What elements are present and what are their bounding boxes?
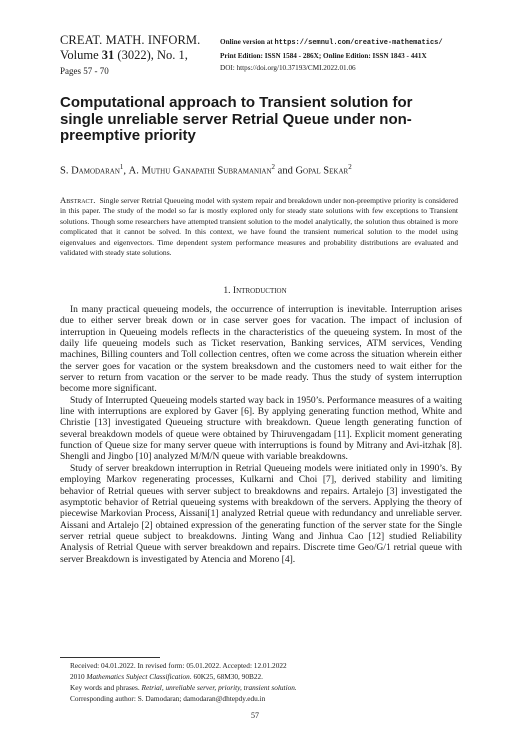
online-url-link[interactable]: https://semnul.com/creative-mathematics/ [274, 39, 443, 47]
page-number: 57 [251, 711, 259, 720]
journal-header [60, 33, 210, 78]
online-version: Online version at https://semnul.com/creative-mathematics/ [220, 38, 443, 47]
journal-pages: Pages 57 - 70 [60, 66, 109, 76]
publication-info [220, 36, 480, 75]
received-dates: Received: 04.01.2022. In revised form: 05.01.2022. Accepted: 12.01.2022 [70, 661, 287, 670]
paper-title: Computational approach to Transient solution for single unreliable server Retrial Queue under non-preemptive priority [60, 94, 413, 144]
footnote-rule [60, 657, 160, 658]
paragraph-3: Study of server breakdown interruption in Retrial Queueing models were initiated only in 1990’s. By employing Markov regenerating processes, Kulkarni and Choi [7], derived stability and limiting behavior of Retrial queues with server subject to breakdowns and repairs. Artalejo [3] investigated the asymptotic behavior of Retrial queueing systems with breakdown of the servers. Applying the theory of piecewise Markovian Process, Aissani[1] analyzed Retrial queue with redundancy and unreliable server. Aissani and Artalejo [2] obtained expression of the generating function of the server state for the Single server retrial queue subject to breakdowns. Jinting Wang and Jinhua Cao [12] studied Reliability Analysis of Retrial Queue with server breakdown and repairs. Discrete time Geo/G/1 retrial queue with server Breakdown is investigated by Atencia and Moreno [4]. [60, 462, 462, 565]
paragraph-1: In many practical queueing models, the occurrence of interruption is inevitable. Interruption arises due to either server break down or in case server goes for vacation. The impact of inclusion of interruption in Queueing models reflects in the characteristics of the queueing system. In most of the daily life queueing models such as Ticket reservation, Banking services, ATM services, Vending machines, Billing counters and Toll collection centres, often we come across the situation wherein either the server goes for vacation or the system breaksdown and the customers need to wait either for the server to return from vacation or the server to be made ready. Thus the study of system interruption become more significant. [60, 304, 462, 395]
doi-link[interactable]: DOI: https://doi.org/10.37193/CMI.2022.01.06 [220, 64, 356, 72]
section-heading: 1. Introduction [223, 285, 287, 296]
journal-name: CREAT. MATH. INFORM. [60, 33, 201, 47]
abstract [60, 195, 458, 258]
corresponding-author: Corresponding author: S. Damodaran; damodaran@dhtepdy.edu.in [70, 694, 266, 703]
author-1: S. Damodaran [60, 165, 120, 177]
author-2: A. Muthu Ganapathi Subramanian [128, 165, 272, 177]
abstract-text: Single server Retrial Queueing model with system repair and breakdown under non-preemptive priority is considered in this paper. The study of the model so far is mostly explored only for steady state solutions with few exceptions to Transient solutions. Though some researchers have attempted transient solution to the model analytically, the solution thus obtained is more complicated that it cannot be solved. In this context, we have found the transient numerical solution to the model using eigenvalues and eigenvectors. Time dependent system performance measures and probability distributions are evaluated and validated with steady state solutions. [60, 196, 459, 258]
msc-classification: 2010 Mathematics Subject Classification. 60K25, 68M30, 90B22. [70, 672, 263, 681]
author-3: Gopal Sekar [295, 165, 349, 177]
journal-volume: Volume 31 (3022), No. 1, [60, 48, 188, 62]
issn-line: Print Edition: ISSN 1584 - 286X; Online Edition: ISSN 1843 - 441X [220, 51, 427, 60]
keywords: Key words and phrases. Retrial, unreliable server, priority, transient solution. [70, 683, 297, 692]
body-text [60, 304, 462, 565]
paragraph-2: Study of Interrupted Queueing models started way back in 1950’s. Performance measures of a waiting line with interruptions are explored by Gaver [6]. By applying generating function method, White and Christie [13] investigated Queueing structure with breakdown. Queue length generating function of several breakdown models of queue were obtained by Thiruvengadam [11]. Explicit moment generating function of Queue size for many server queue with interruptions is found by Mitrany and Avi-itzhak [8]. Shengli and Jingbo [10] analyzed M/M/N queue with variable breakdowns. [60, 394, 462, 463]
abstract-heading: Abstract. [60, 195, 96, 205]
author-list: S. Damodaran$^1$, A. Muthu Ganapathi Subramanian$^2$ and Gopal Sekar$^2$ [60, 163, 352, 177]
footnotes [70, 660, 465, 704]
